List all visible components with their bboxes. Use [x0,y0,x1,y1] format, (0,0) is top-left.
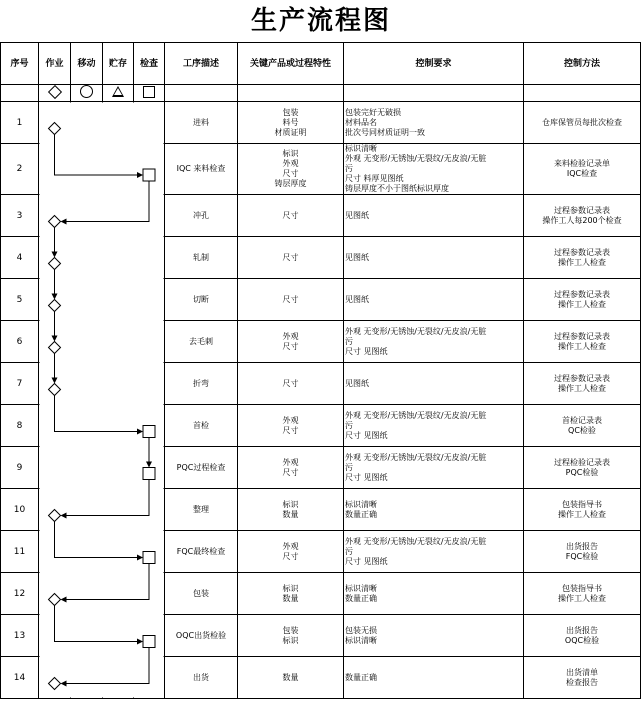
flow-cell-op [39,102,71,144]
header-key: 关键产品或过程特性 [238,43,344,85]
flow-cell-inspect [134,363,165,405]
control-requirements-line: 材料品名 [345,117,377,127]
row-number: 2 [1,144,39,195]
flow-cell-store [103,237,134,279]
step-description: 出货 [165,657,238,699]
flow-cell-inspect [134,144,165,195]
key-characteristics-line: 尺寸 [282,210,299,220]
key-characteristics-line: 标识 [282,635,299,645]
legend-blank-desc [165,85,238,102]
control-methods-line: 过程参数记录表 [554,205,610,215]
flow-cell-op [39,363,71,405]
table-row [1,144,641,195]
flow-cell-inspect [134,195,165,237]
control-requirements-line: 批次号同材质证明一致 [345,127,425,137]
control-requirements-line: 包装完好无破损 [345,107,401,117]
flow-cell-store [103,279,134,321]
control-methods [524,405,641,447]
flow-cell-op [39,237,71,279]
key-characteristics-line: 尺寸 [282,294,299,304]
row-number: 8 [1,405,39,447]
flow-cell-op [39,405,71,447]
table-row [1,531,641,573]
flow-cell-move [71,447,103,489]
flow-cell-inspect [134,321,165,363]
key-characteristics-line: 尺寸 [282,341,299,351]
flow-cell-op [39,573,71,615]
step-description: IQC 来料检查 [165,144,238,195]
control-requirements [344,321,524,363]
legend-circle-icon [71,85,103,102]
row-number: 7 [1,363,39,405]
control-requirements-line: 污 [345,462,353,472]
control-methods [524,279,641,321]
control-requirements-line: 外观 无变形/无锈蚀/无裂纹/无皮浪/无脏 [345,326,487,336]
key-characteristics-line: 包装 [282,107,299,117]
flow-cell-op [39,531,71,573]
control-requirements-line: 外观 无变形/无锈蚀/无裂纹/无皮浪/无脏 [345,452,487,462]
row-number: 9 [1,447,39,489]
process-table [0,42,641,699]
flow-cell-inspect [134,237,165,279]
control-methods-line: 操作工人每200个检查 [542,215,622,225]
control-requirements [344,237,524,279]
header-desc: 工序描述 [165,43,238,85]
control-requirements-line: 外观 无变形/无锈蚀/无裂纹/无皮浪/无脏 [345,536,487,546]
control-methods-line: 操作工人检查 [558,299,606,309]
flow-cell-op [39,489,71,531]
control-requirements-line: 标识清晰 [345,583,377,593]
flow-cell-store [103,405,134,447]
flow-cell-store [103,489,134,531]
flow-cell-move [71,573,103,615]
key-characteristics-line: 材质证明 [274,127,307,137]
control-methods [524,531,641,573]
flow-cell-op [39,657,71,699]
step-description: FQC最终检查 [165,531,238,573]
legend-square-icon [134,85,165,102]
table-row [1,573,641,615]
flow-cell-move [71,363,103,405]
control-methods-line: 仓库保管员每批次检查 [542,117,622,127]
key-characteristics-line: 标识 [282,149,299,158]
control-requirements [344,279,524,321]
control-requirements-line: 污 [345,336,353,346]
flow-cell-store [103,573,134,615]
key-characteristics-line: 外观 [282,457,299,467]
control-requirements-line: 外观 无变形/无锈蚀/无裂纹/无皮浪/无脏 [345,410,487,420]
control-requirements-line: 污 [345,420,353,430]
flow-cell-op [39,615,71,657]
control-methods [524,447,641,489]
row-number: 11 [1,531,39,573]
control-methods-line: 操作工人检查 [558,257,606,267]
key-characteristics-line: 数量 [282,672,299,682]
control-requirements-line: 尺寸 见图纸 [345,556,388,566]
control-methods-line: 操作工人检查 [558,593,606,603]
control-methods-line: 检查报告 [566,677,598,687]
control-requirements-line: 铸层厚度不小于图纸标识厚度 [345,184,449,193]
table-row [1,102,641,144]
key-characteristics-line: 数量 [282,593,299,603]
key-characteristics [238,279,344,321]
flow-cell-store [103,447,134,489]
control-requirements [344,363,524,405]
step-description: 首检 [165,405,238,447]
header-move: 移动 [71,43,103,85]
row-number: 12 [1,573,39,615]
flow-cell-op [39,447,71,489]
key-characteristics-line: 外观 [282,541,299,551]
control-methods [524,657,641,699]
control-methods-line: 操作工人检查 [558,341,606,351]
flow-cell-op [39,321,71,363]
control-requirements-line: 尺寸 见图纸 [345,472,388,482]
control-requirements [344,144,524,195]
control-methods [524,615,641,657]
flow-cell-store [103,321,134,363]
flow-cell-inspect [134,489,165,531]
key-characteristics [238,195,344,237]
step-description: 折弯 [165,363,238,405]
step-description: 切断 [165,279,238,321]
step-description: 冲孔 [165,195,238,237]
control-requirements-line: 尺寸 料厚见图纸 [345,174,404,183]
key-characteristics [238,615,344,657]
key-characteristics [238,144,344,195]
table-row [1,657,641,699]
header-row [1,43,641,85]
key-characteristics-line: 数量 [282,509,299,519]
key-characteristics-line: 尺寸 [282,467,299,477]
control-requirements-line: 数量正确 [345,672,377,682]
step-description: 整理 [165,489,238,531]
header-method: 控制方法 [524,43,641,85]
control-requirements [344,195,524,237]
legend-blank [1,85,39,102]
key-characteristics [238,237,344,279]
row-number: 14 [1,657,39,699]
control-requirements [344,657,524,699]
flow-cell-move [71,237,103,279]
flow-cell-move [71,489,103,531]
flow-cell-inspect [134,447,165,489]
control-methods-line: 过程参数记录表 [554,289,610,299]
row-number: 6 [1,321,39,363]
control-methods [524,573,641,615]
flow-cell-op [39,279,71,321]
flow-cell-move [71,144,103,195]
control-requirements-line: 标识清晰 [345,635,377,645]
step-description: 包装 [165,573,238,615]
control-requirements-line: 标识清晰 [345,499,377,509]
control-methods-line: 过程参数记录表 [554,373,610,383]
control-requirements-line: 见图纸 [345,294,369,304]
flow-cell-inspect [134,405,165,447]
control-requirements-line: 外观 无变形/无锈蚀/无裂纹/无皮浪/无脏 [345,154,487,163]
flow-cell-inspect [134,279,165,321]
control-methods [524,237,641,279]
control-methods-line: 过程参数记录表 [554,247,610,257]
header-store: 贮存 [103,43,134,85]
table-row [1,405,641,447]
key-characteristics-line: 外观 [282,331,299,341]
flow-cell-move [71,405,103,447]
table-row [1,447,641,489]
control-requirements-line: 见图纸 [345,378,369,388]
control-methods [524,195,641,237]
table-row [1,489,641,531]
control-methods [524,489,641,531]
key-characteristics-line: 料号 [282,117,299,127]
control-methods-line: PQC检验 [565,467,599,477]
row-number: 5 [1,279,39,321]
key-characteristics [238,447,344,489]
header-op: 作业 [39,43,71,85]
control-methods-line: 出货清单 [566,667,598,677]
flow-cell-move [71,531,103,573]
key-characteristics-line: 标识 [282,499,299,509]
row-number: 3 [1,195,39,237]
step-description: PQC过程检查 [165,447,238,489]
step-description: 进料 [165,102,238,144]
legend-blank-method [524,85,641,102]
flow-cell-move [71,279,103,321]
flow-cell-move [71,321,103,363]
table-row [1,321,641,363]
flow-cell-store [103,144,134,195]
table-row [1,237,641,279]
row-number: 1 [1,102,39,144]
control-methods [524,102,641,144]
flow-cell-op [39,144,71,195]
table-row [1,195,641,237]
key-characteristics [238,363,344,405]
flow-cell-store [103,615,134,657]
control-requirements [344,405,524,447]
row-number: 10 [1,489,39,531]
control-requirements-line: 尺寸 见图纸 [345,346,388,356]
table-row [1,363,641,405]
header-seq: 序号 [1,43,39,85]
control-requirements [344,573,524,615]
key-characteristics [238,657,344,699]
key-characteristics-line: 标识 [282,583,299,593]
header-inspect: 检查 [134,43,165,85]
key-characteristics-line: 尺寸 [282,252,299,262]
flow-cell-inspect [134,531,165,573]
page-title: 生产流程图 [250,6,391,36]
flow-cell-move [71,102,103,144]
flow-cell-inspect [134,615,165,657]
step-description: 去毛刺 [165,321,238,363]
key-characteristics [238,531,344,573]
header-req: 控制要求 [344,43,524,85]
legend-triangle-icon [103,85,134,102]
control-methods [524,363,641,405]
table-row [1,279,641,321]
flow-cell-inspect [134,102,165,144]
control-requirements-line: 尺寸 见图纸 [345,430,388,440]
control-requirements [344,489,524,531]
key-characteristics-line: 外观 [282,159,299,168]
key-characteristics-line: 包装 [282,625,299,635]
step-description: OQC出货检验 [165,615,238,657]
flow-cell-move [71,657,103,699]
row-number: 13 [1,615,39,657]
key-characteristics [238,102,344,144]
flow-cell-store [103,195,134,237]
flow-cell-store [103,657,134,699]
control-methods-line: 包装指导书 [562,583,602,593]
control-requirements [344,531,524,573]
flow-cell-inspect [134,573,165,615]
control-requirements-line: 污 [345,546,353,556]
control-methods-line: 出货报告 [566,541,598,551]
key-characteristics-line: 尺寸 [282,169,299,178]
control-methods-line: 过程检验记录表 [554,457,610,467]
flow-cell-store [103,531,134,573]
control-requirements [344,615,524,657]
legend-blank-req [344,85,524,102]
control-requirements-line: 数量正确 [345,509,377,519]
control-methods [524,321,641,363]
flow-cell-op [39,195,71,237]
key-characteristics [238,321,344,363]
key-characteristics [238,489,344,531]
control-methods-line: QC检验 [568,425,596,435]
control-methods-line: 出货报告 [566,625,598,635]
control-requirements-line: 见图纸 [345,252,369,262]
key-characteristics-line: 尺寸 [282,425,299,435]
control-methods-line: FQC检验 [565,551,599,561]
table-row [1,615,641,657]
key-characteristics-line: 外观 [282,415,299,425]
control-methods-line: OQC检验 [564,635,600,645]
control-requirements [344,447,524,489]
key-characteristics [238,573,344,615]
legend-blank-key [238,85,344,102]
control-methods-line: 操作工人检查 [558,509,606,519]
flow-cell-store [103,363,134,405]
control-methods-line: 操作工人检查 [558,383,606,393]
key-characteristics [238,405,344,447]
control-methods-line: 来料检验记录单 [554,159,610,168]
control-methods-line: 首检记录表 [562,415,602,425]
control-methods [524,144,641,195]
key-characteristics-line: 尺寸 [282,551,299,561]
flow-cell-move [71,615,103,657]
legend-diamond-icon [39,85,71,102]
flow-cell-inspect [134,657,165,699]
control-requirements-line: 标识清晰 [345,144,377,153]
control-requirements-line: 污 [345,164,353,173]
flow-cell-move [71,195,103,237]
control-methods-line: 包装指导书 [562,499,602,509]
control-methods-line: 过程参数记录表 [554,331,610,341]
step-description: 轧制 [165,237,238,279]
row-number: 4 [1,237,39,279]
key-characteristics-line: 铸层厚度 [274,179,307,188]
control-requirements-line: 数量正确 [345,593,377,603]
control-requirements-line: 见图纸 [345,210,369,220]
key-characteristics-line: 尺寸 [282,378,299,388]
control-requirements [344,102,524,144]
flow-cell-store [103,102,134,144]
control-methods-line: IQC检查 [566,169,598,178]
control-requirements-line: 包装无损 [345,625,377,635]
symbol-legend-row [1,85,641,102]
